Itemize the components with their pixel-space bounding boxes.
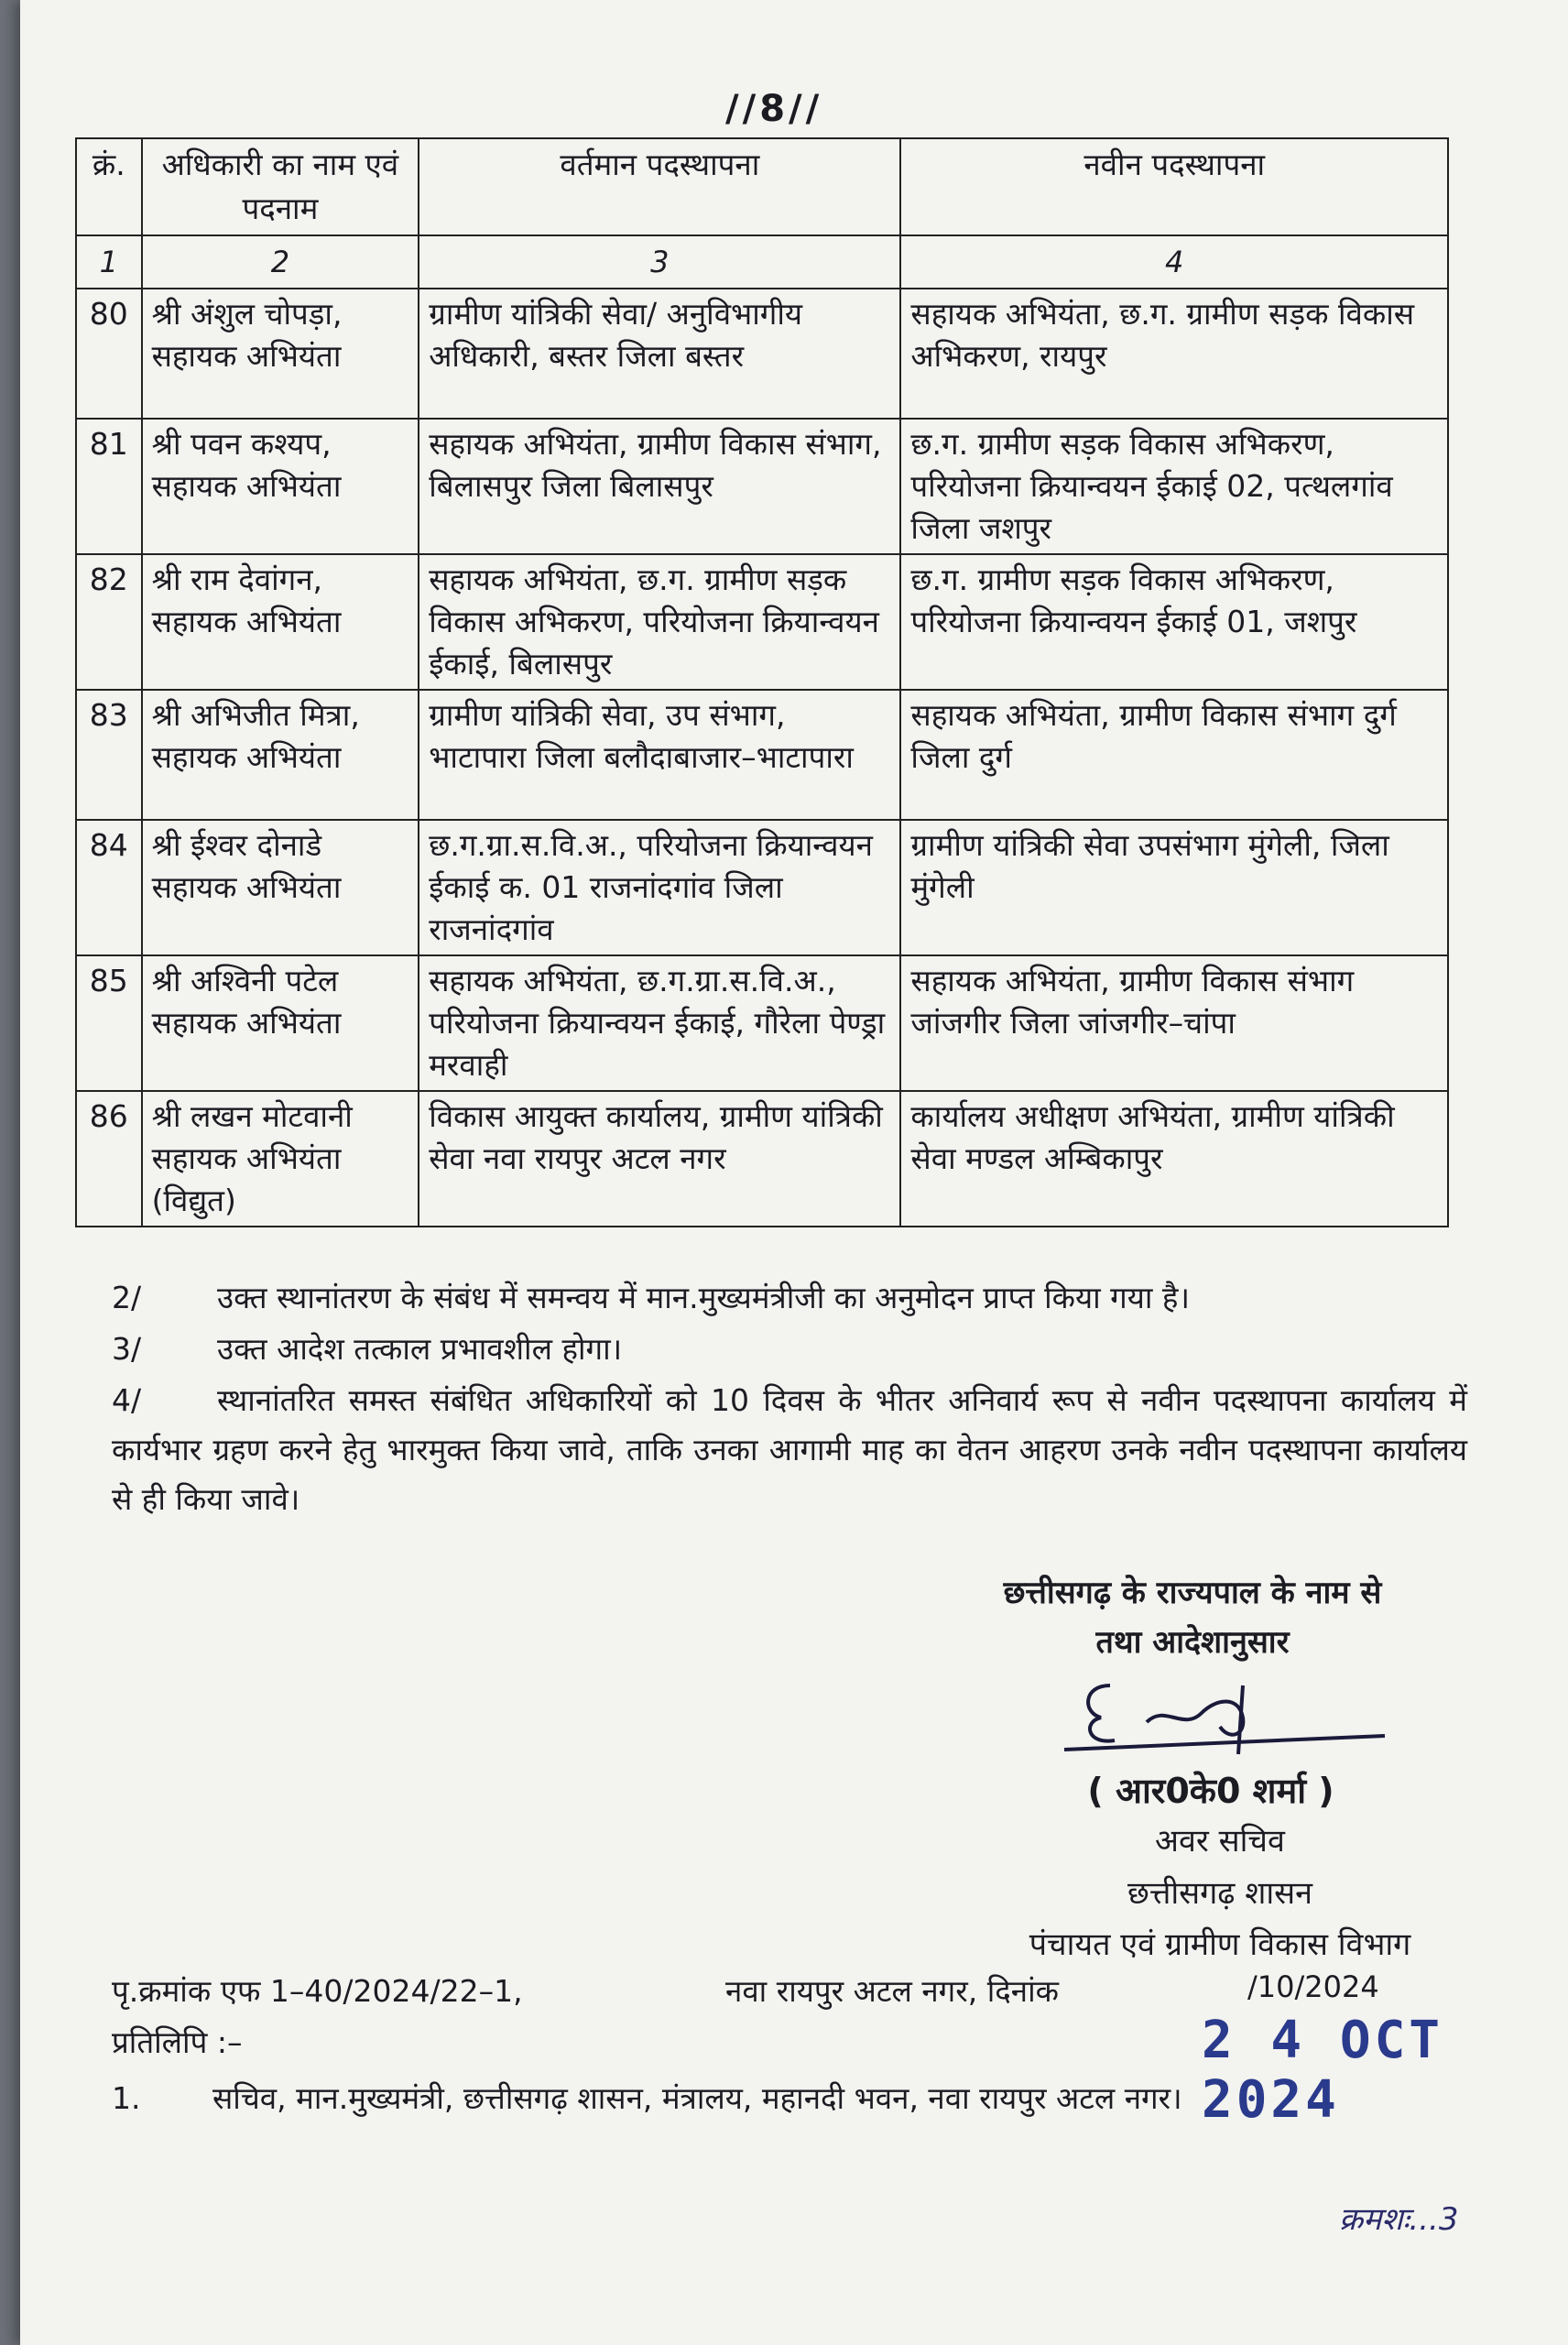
index-1: 1 [76, 235, 142, 289]
page-number: //8// [725, 88, 823, 130]
row-officer-name: श्री राम देवांगन, सहायक अभियंता [142, 554, 419, 690]
row-current-posting: ग्रामीण यांत्रिकी सेवा/ अनुविभागीय अधिकारी, बस्तर जिला बस्तर [419, 289, 900, 419]
table-index-row [76, 235, 1448, 289]
reference-line [112, 1969, 1486, 2011]
header-serial: क्रं. [76, 138, 142, 235]
row-current-posting: छ.ग.ग्रा.स.वि.अ., परियोजना क्रियान्वयन ईकाई क. 01 राजनांदगांव जिला राजनांदगांव [419, 820, 900, 955]
row-current-posting: ग्रामीण यांत्रिकी सेवा, उप संभाग, भाटापारा जिला बलौदाबाजार–भाटापारा [419, 690, 900, 820]
authority-line-2: तथा आदेशानुसार [1095, 1624, 1290, 1661]
copy-label: प्रतिलिपि :– [112, 2024, 243, 2060]
row-serial: 82 [76, 554, 142, 690]
row-current-posting: विकास आयुक्त कार्यालय, ग्रामीण यांत्रिकी सेवा नवा रायपुर अटल नगर [419, 1091, 900, 1227]
table-row [76, 289, 1448, 419]
row-serial: 83 [76, 690, 142, 820]
row-current-posting: सहायक अभियंता, छ.ग.ग्रा.स.वि.अ., परियोजना क्रियान्वयन ईकाई, गौरेला पेण्ड्रा मरवाही [419, 955, 900, 1091]
authority-line [899, 1568, 1486, 1667]
row-current-posting: सहायक अभियंता, ग्रामीण विकास संभाग, बिलासपुर जिला बिलासपुर [419, 419, 900, 554]
row-new-posting: सहायक अभियंता, ग्रामीण विकास संभाग जांजगीर जिला जांजगीर–चांपा [900, 955, 1448, 1091]
copy-item-number: 1. [112, 2080, 141, 2116]
index-3: 3 [419, 235, 900, 289]
signatory-designation: अवर सचिव [1155, 1823, 1285, 1860]
table-row [76, 419, 1448, 554]
table-row [76, 554, 1448, 690]
authority-line-1: छत्तीसगढ़ के राज्यपाल के नाम से [1003, 1575, 1382, 1611]
row-serial: 81 [76, 419, 142, 554]
reference-date-written: /10/2024 [1247, 1969, 1379, 2004]
transfer-table [75, 137, 1449, 1227]
row-officer-name: श्री ईश्वर दोनाडे सहायक अभियंता [142, 820, 419, 955]
header-new-posting: नवीन पदस्थापना [900, 138, 1448, 235]
row-officer-name: श्री पवन कश्यप, सहायक अभियंता [142, 419, 419, 554]
signatory-department: पंचायत एवं ग्रामीण विकास विभाग [1029, 1926, 1411, 1963]
table-header-row [76, 138, 1448, 235]
row-current-posting: सहायक अभियंता, छ.ग. ग्रामीण सड़क विकास अभिकरण, परियोजना क्रियान्वयन ईकाई, बिलासपुर [419, 554, 900, 690]
signatory-government: छत्तीसगढ़ शासन [1127, 1875, 1312, 1912]
paragraph-text: स्थानांतरित समस्त संबंधित अधिकारियों को 10 दिवस के भीतर अनिवार्य रूप से नवीन पदस्थापना कार्यालय में कार्यभार ग्रहण करने हेतु भारमुक्त किया जावे, ताकि उनका आगामी माह का वेतन आहरण उनके नवीन पदस्थापना कार्यालय से ही किया जावे। [112, 1382, 1467, 1517]
paragraph-text: उक्त स्थानांतरण के संबंध में समन्वय में मान.मुख्यमंत्रीजी का अनुमोदन प्राप्त किया गया है। [217, 1280, 1190, 1315]
table-row [76, 820, 1448, 955]
copy-item-text: सचिव, मान.मुख्यमंत्री, छत्तीसगढ़ शासन, मंत्रालय, महानदी भवन, नवा रायपुर अटल नगर। [212, 2080, 1182, 2116]
table-row [76, 690, 1448, 820]
row-serial: 80 [76, 289, 142, 419]
paragraph-2 [112, 1273, 1467, 1323]
date-stamp: 2 4 OCT 2024 [1202, 2011, 1444, 2130]
row-new-posting: छ.ग. ग्रामीण सड़क विकास अभिकरण, परियोजना क्रियान्वयन ईकाई 01, जशपुर [900, 554, 1448, 690]
signatory-name: ( आर0के0 शर्मा ) [1087, 1771, 1334, 1811]
row-new-posting: सहायक अभियंता, छ.ग. ग्रामीण सड़क विकास अभिकरण, रायपुर [900, 289, 1448, 419]
paragraph-number: 2/ [112, 1280, 142, 1315]
paragraph-number: 3/ [112, 1331, 142, 1367]
row-new-posting: छ.ग. ग्रामीण सड़क विकास अभिकरण, परियोजना क्रियान्वयन ईकाई 02, पत्थलगांव जिला जशपुर [900, 419, 1448, 554]
row-new-posting: कार्यालय अधीक्षण अभियंता, ग्रामीण यांत्रिकी सेवा मण्डल अम्बिकापुर [900, 1091, 1448, 1227]
table-row [76, 955, 1448, 1091]
copy-item [112, 2075, 1467, 2122]
row-new-posting: ग्रामीण यांत्रिकी सेवा उपसंभाग मुंगेली, जिला मुंगेली [900, 820, 1448, 955]
reference-number: पृ.क्रमांक एफ 1–40/2024/22–1, [112, 1973, 523, 2009]
row-officer-name: श्री अश्विनी पटेल सहायक अभियंता [142, 955, 419, 1091]
header-officer-name: अधिकारी का नाम एवं पदनाम [142, 138, 419, 235]
row-serial: 85 [76, 955, 142, 1091]
document-page [20, 0, 1568, 2345]
index-4: 4 [900, 235, 1448, 289]
row-officer-name: श्री अभिजीत मित्रा, सहायक अभियंता [142, 690, 419, 820]
row-new-posting: सहायक अभियंता, ग्रामीण विकास संभाग दुर्ग जिला दुर्ग [900, 690, 1448, 820]
handwritten-signature [1046, 1667, 1394, 1768]
paragraph-4 [112, 1376, 1467, 1524]
continuation-note: क्रमशः...3 [1339, 2201, 1459, 2238]
table-row [76, 1091, 1448, 1227]
paragraph-3 [112, 1325, 1467, 1374]
reference-place: नवा रायपुर अटल नगर, दिनांक [725, 1973, 1059, 2009]
paragraph-number: 4/ [112, 1382, 142, 1418]
header-current-posting: वर्तमान पदस्थापना [419, 138, 900, 235]
row-officer-name: श्री अंशुल चोपड़ा, सहायक अभियंता [142, 289, 419, 419]
row-officer-name: श्री लखन मोटवानी सहायक अभियंता (विद्युत) [142, 1091, 419, 1227]
index-2: 2 [142, 235, 419, 289]
row-serial: 86 [76, 1091, 142, 1227]
row-serial: 84 [76, 820, 142, 955]
paragraph-text: उक्त आदेश तत्काल प्रभावशील होगा। [217, 1331, 623, 1367]
